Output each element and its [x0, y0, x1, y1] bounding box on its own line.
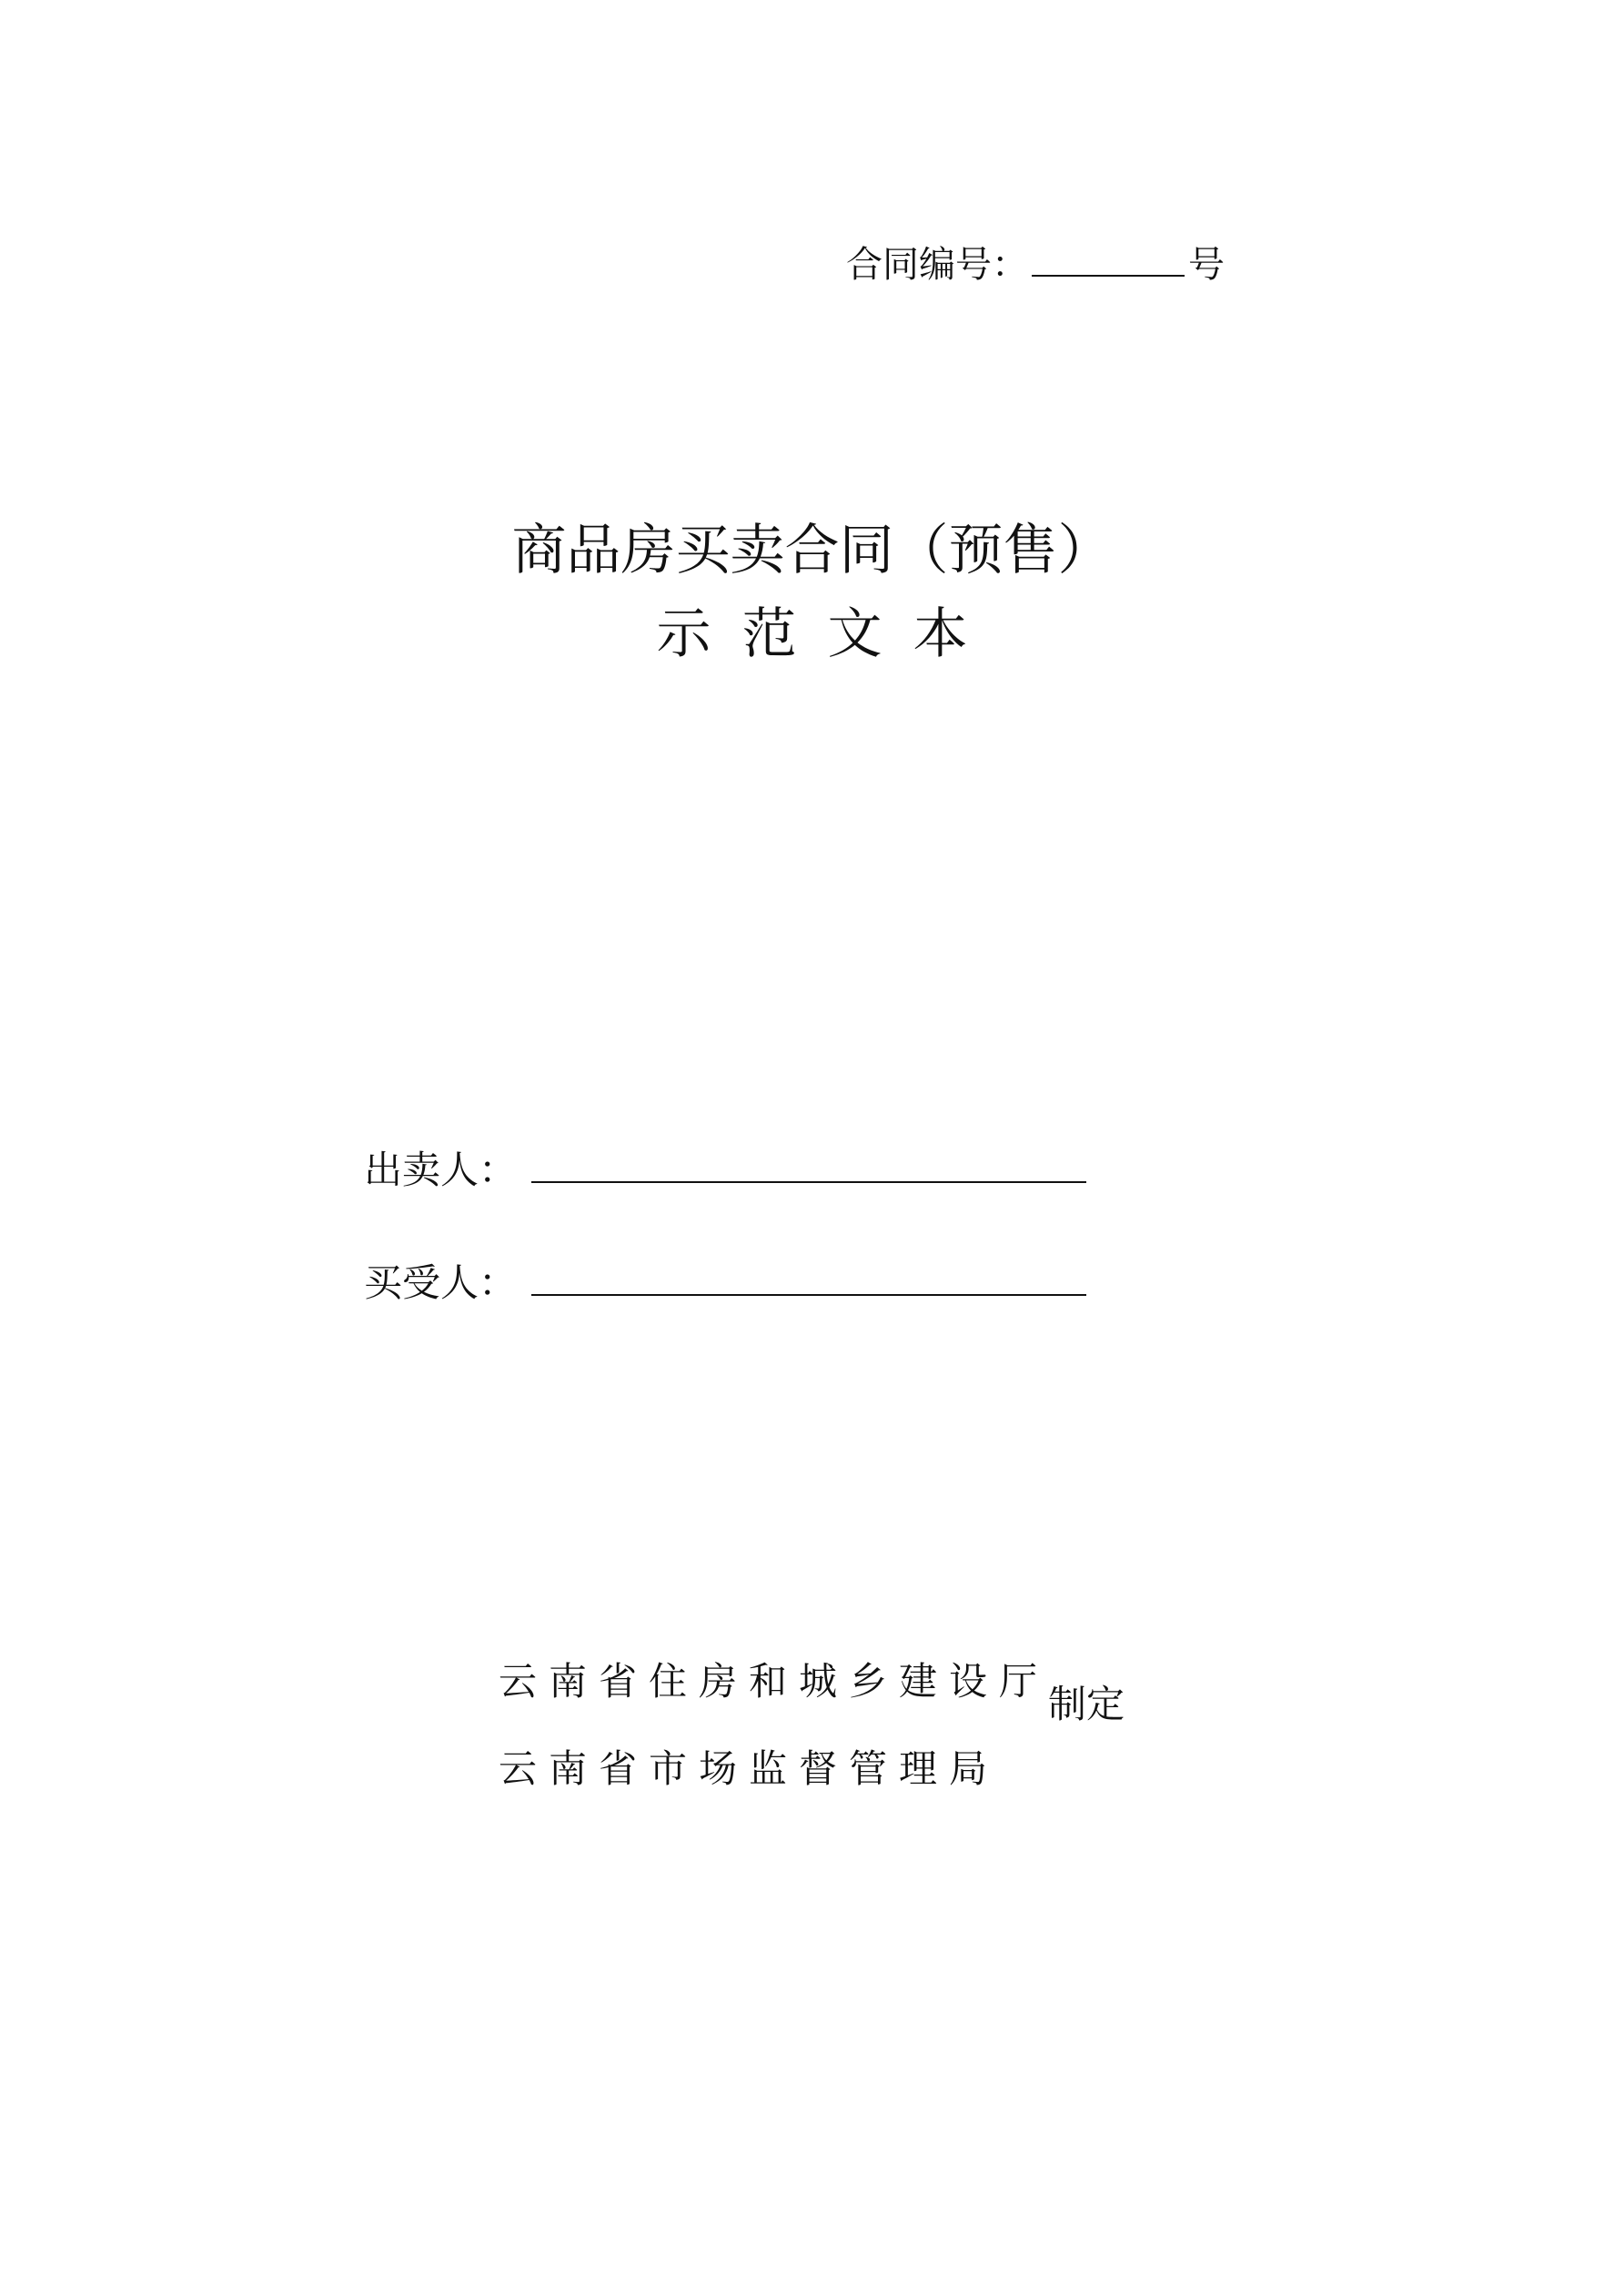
issuer-block [499, 1638, 1049, 1813]
contract-number-suffix: 号 [1188, 244, 1225, 286]
buyer-label: 买受人： [364, 1260, 518, 1305]
contract-number [846, 238, 1225, 290]
document-title: 商品房买卖合同（预售） [511, 519, 1113, 582]
enacted-label: 制定 [1048, 1682, 1125, 1726]
contract-number-blank[interactable] [1032, 238, 1185, 277]
document-subtitle: 示范文本 [656, 602, 999, 666]
seller-label: 出卖人： [364, 1148, 518, 1192]
issuer-market-regulation: 云南省市场监督管理局 [499, 1746, 1000, 1791]
seller-blank[interactable] [531, 1141, 1086, 1183]
seller-row [364, 1141, 1086, 1198]
issuer-housing-department: 云南省住房和城乡建设厅 [499, 1659, 1050, 1704]
buyer-blank[interactable] [531, 1254, 1086, 1296]
buyer-row [364, 1254, 1086, 1310]
contract-number-label: 合同编号： [846, 244, 1028, 286]
